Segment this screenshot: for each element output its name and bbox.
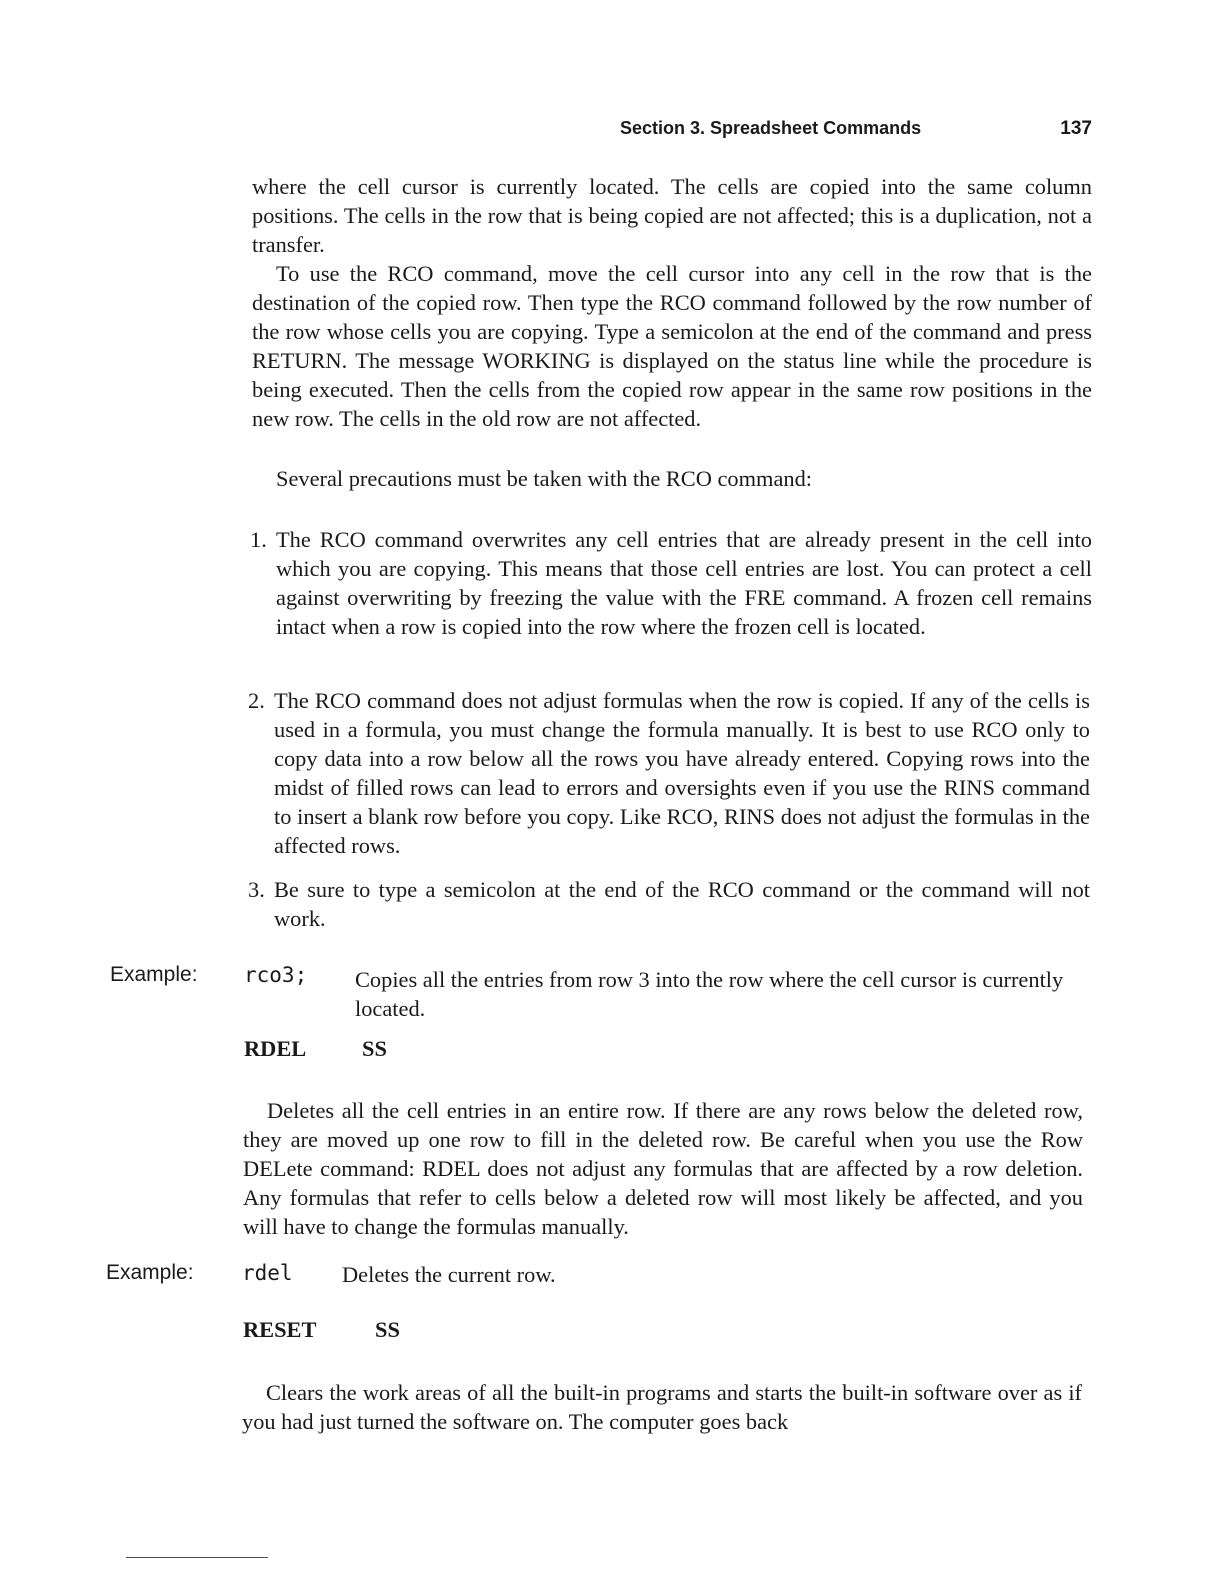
page-number: 137 xyxy=(1060,118,1092,139)
list-text: Be sure to type a semicolon at the end of the RCO command or the command will not work. xyxy=(274,877,1090,931)
example-label: Example: xyxy=(110,963,198,986)
command-mode-rdel: SS xyxy=(362,1036,387,1061)
reset-description: Clears the work areas of all the built-in programs and starts the built-in software over as if you had just turned the software on. The computer goes back xyxy=(242,1380,1082,1434)
rdel-description: Deletes all the cell entries in an entire row. If there are any rows below the deleted row, they are moved up one row to fill in the deleted row. Be careful when you use the Row DELete command: RDEL does not adjust any formulas that are affected by a row deletion. Any formulas that refer to cells below a deleted row will most likely be affected, and you will have to change the formulas manually. xyxy=(243,1098,1083,1239)
usage-paragraph: To use the RCO command, move the cell cursor into any cell in the row that is the destination of the copied row. Then type the RCO command followed by the row number of the row whose cells you are copying. Type a semicolon at the end of the command and press RETURN. The message WORKING is displayed on the status line while the procedure is being executed. Then the cells from the copied row appear in the same row positions in the new row. The cells in the old row are not affected. xyxy=(252,261,1092,431)
footnote-rule xyxy=(126,1557,268,1558)
list-number: 2. xyxy=(248,688,265,713)
command-mode-reset: SS xyxy=(375,1317,400,1342)
example-description: Copies all the entries from row 3 into the row where the cell cursor is currently located. xyxy=(355,967,1064,1021)
precautions-intro: Several precautions must be taken with the RCO command: xyxy=(276,466,813,491)
list-text: The RCO command overwrites any cell entries that are already present in the cell into which you are copying. This means that those cell entries are lost. You can protect a cell against overwriting by freezing the value with the FRE command. A frozen cell remains intact when a row is copied into the row where the frozen cell is located. xyxy=(276,527,1092,639)
list-number: 1. xyxy=(250,527,267,552)
example-code: rdel xyxy=(242,1261,293,1285)
running-header xyxy=(620,118,1092,146)
command-name-reset: RESET xyxy=(243,1317,317,1342)
command-name-rdel: RDEL xyxy=(244,1036,307,1061)
intro-paragraph: where the cell cursor is currently located. The cells are copied into the same column positions. The cells in the row that is being copied are not affected; this is a duplication, not a transfer. xyxy=(252,174,1092,257)
example-description: Deletes the current row. xyxy=(342,1262,556,1287)
example-label: Example: xyxy=(106,1261,194,1284)
list-number: 3. xyxy=(248,877,265,902)
list-text: The RCO command does not adjust formulas when the row is copied. If any of the cells is used in a formula, you must change the formula manually. It is best to use RCO only to copy data into a row below all the rows you have already entered. Copying rows into the midst of filled rows can lead to errors and oversights even if you use the RINS command to insert a blank row before you copy. Like RCO, RINS does not adjust the formulas in the affected rows. xyxy=(274,688,1090,858)
section-title: Section 3. Spreadsheet Commands xyxy=(620,118,922,138)
example-code: rco3; xyxy=(244,963,308,987)
